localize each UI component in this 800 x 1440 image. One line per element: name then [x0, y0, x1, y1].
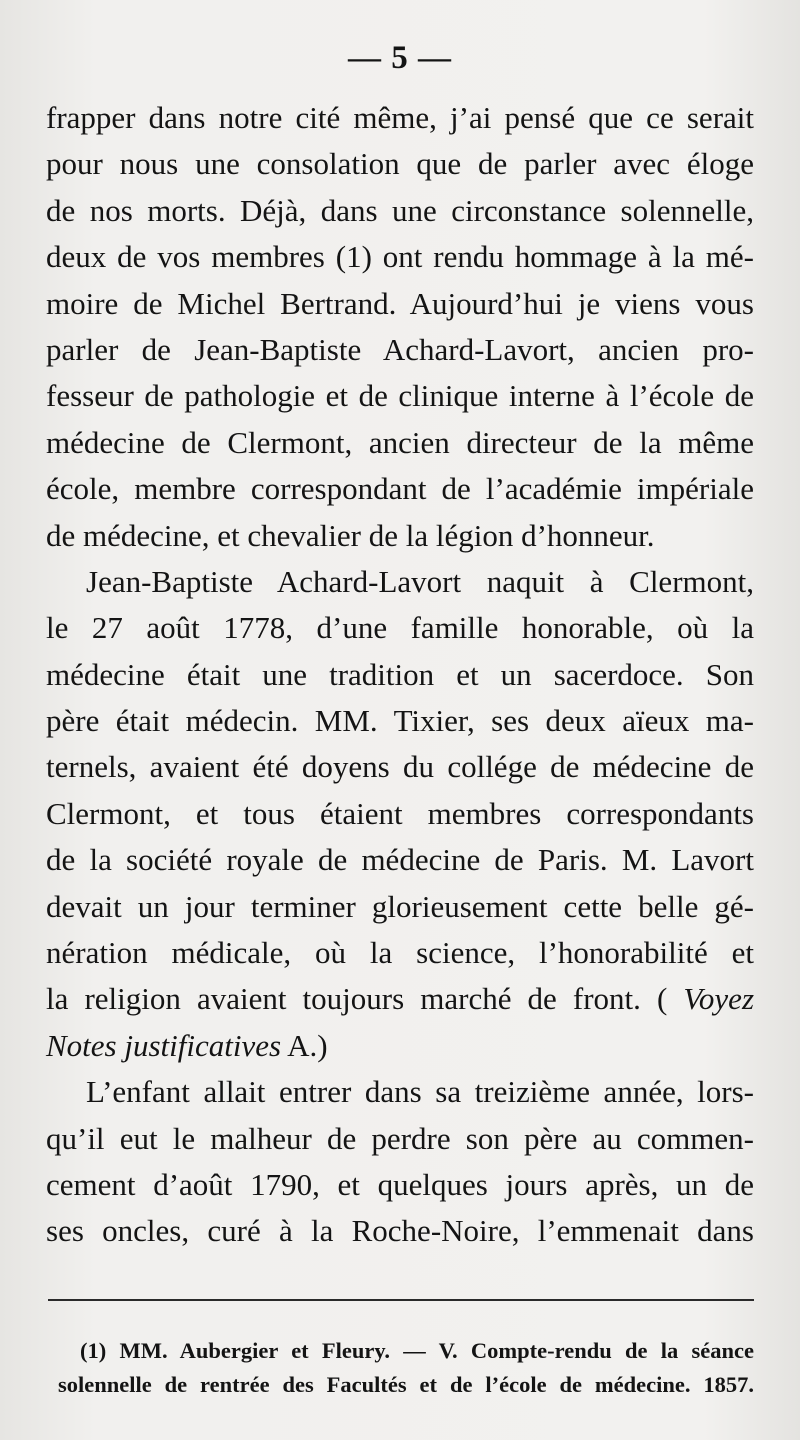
text-line: ses oncles, curé à la Roche-Noire, l’emmenait dans: [46, 1213, 754, 1249]
text-line: de la société royale de médecine de Paris. M. Lavort: [46, 842, 754, 878]
text-segment: A.): [281, 1027, 328, 1063]
footnote-line: (1) MM. Aubergier et Fleury. — V. Compte-rendu de la séance: [80, 1338, 754, 1363]
text-line: L’enfant allait entrer dans sa treizième année, lors-: [86, 1074, 754, 1110]
text-line: parler de Jean-Baptiste Achard-Lavort, ancien pro-: [46, 331, 754, 367]
text-segment: la religion avaient toujours marché de front. (: [46, 981, 668, 1017]
text-line: nération médicale, où la science, l’honorabilité et: [46, 935, 754, 971]
text-line: Clermont, et tous étaient membres correspondants: [46, 795, 754, 831]
text-line: école, membre correspondant de l’académie impériale: [46, 471, 754, 507]
text-line: deux de vos membres (1) ont rendu hommage à la mé-: [46, 239, 754, 275]
footnote: [58, 1334, 754, 1402]
text-line: frapper dans notre cité même, j’ai pensé que ce serait: [46, 100, 754, 135]
text-line: père était médecin. MM. Tixier, ses deux aïeux ma-: [46, 703, 754, 739]
text-line: devait un jour terminer glorieusement cette belle gé-: [46, 888, 754, 924]
text-line: moire de Michel Bertrand. Aujourd’hui je viens vous: [46, 285, 754, 321]
text-line: qu’il eut le malheur de perdre son père au commen-: [46, 1120, 754, 1156]
text-line: le 27 août 1778, d’une famille honorable, où la: [46, 610, 754, 646]
text-line: de médecine, et chevalier de la légion d’honneur.: [46, 517, 655, 553]
text-line-with-reference: [46, 976, 754, 1022]
text-line: cement d’août 1790, et quelques jours après, un de: [46, 1166, 754, 1202]
footnote-line: solennelle de rentrée des Facultés et de l’école de médecine. 1857.: [58, 1372, 754, 1397]
text-line: médecine de Clermont, ancien directeur de la même: [46, 424, 754, 460]
text-line: ternels, avaient été doyens du collége de médecine de: [46, 749, 754, 785]
text-line: fesseur de pathologie et de clinique interne à l’école de: [46, 378, 754, 414]
italic-reference: Voyez: [683, 981, 755, 1017]
footnote-divider: [48, 1299, 754, 1301]
body-text: [46, 95, 754, 1255]
page-number: — 5 —: [348, 40, 452, 76]
text-line-with-reference: [46, 1023, 754, 1069]
text-line: Jean-Baptiste Achard-Lavort naquit à Clermont,: [86, 563, 754, 599]
italic-reference: Notes justificatives: [46, 1027, 282, 1063]
text-line: pour nous une consolation que de parler avec éloge: [46, 146, 754, 182]
text-line: de nos morts. Déjà, dans une circonstance solennelle,: [46, 192, 754, 228]
text-line: médecine était une tradition et un sacerdoce. Son: [46, 656, 754, 692]
